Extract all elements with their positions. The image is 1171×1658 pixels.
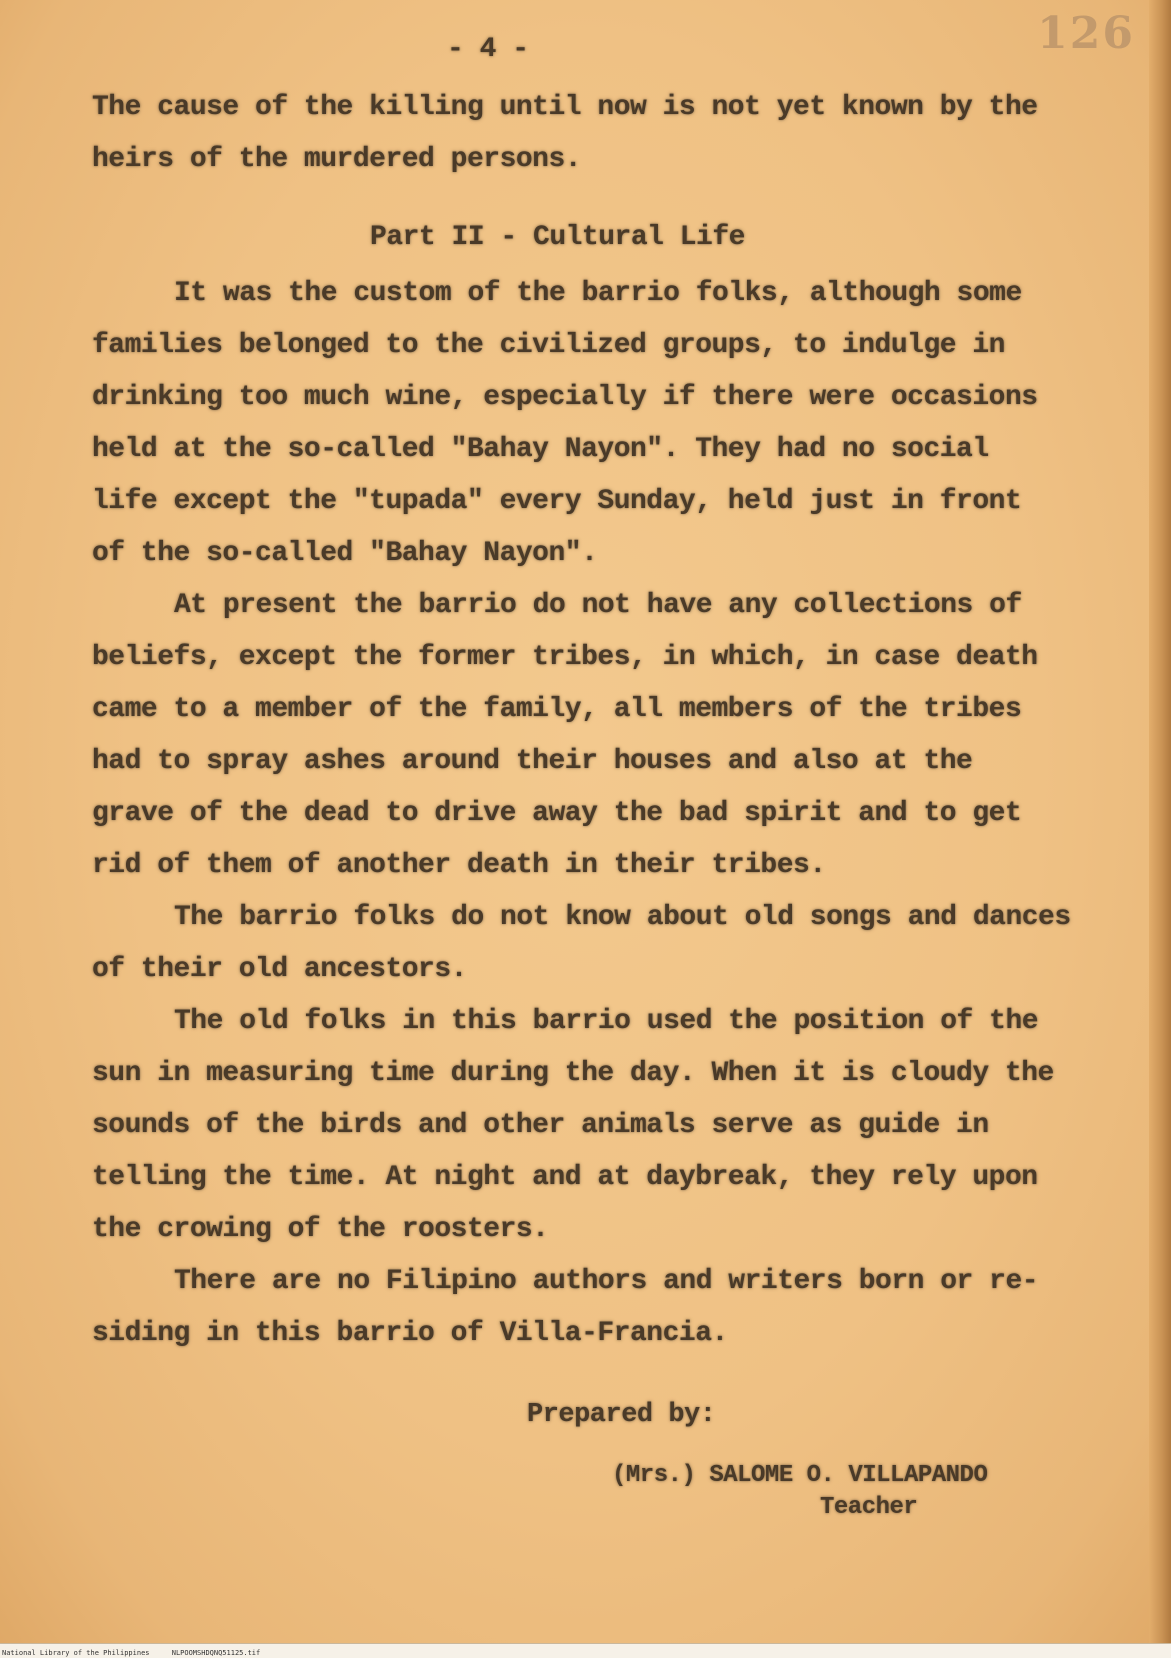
paragraph-1-line: life except the "tupada" every Sunday, held just in front [92,486,1022,517]
footer-file-id: NLPOOMSHDQNQ51125.tif [171,1649,261,1657]
footer-library: National Library of the Philippines [2,1649,150,1657]
page-number: - 4 - [447,34,529,65]
paragraph-4-line: sun in measuring time during the day. When it is cloudy the [92,1058,1054,1089]
paragraph-1-line: families belonged to the civilized groups, to indulge in [92,330,1005,361]
signatory-name: (Mrs.) SALOME O. VILLAPANDO [612,1462,988,1489]
scan-footer [2,1649,278,1657]
paragraph-4-line: The old folks in this barrio used the position of the [174,1006,1039,1037]
signatory-title: Teacher [820,1494,918,1521]
intro-line: heirs of the murdered persons. [92,144,582,175]
intro-line: The cause of the killing until now is not yet known by the [92,92,1038,123]
paragraph-1-line: held at the so-called "Bahay Nayon". They had no social [92,434,989,465]
scan-footer-band [0,1643,1171,1658]
paragraph-1-line: drinking too much wine, especially if there were occasions [92,382,1038,413]
paragraph-1-line: of the so-called "Bahay Nayon". [92,538,598,569]
paragraph-2-line: came to a member of the family, all members of the tribes [92,694,1022,725]
paragraph-2-line: rid of them of another death in their tribes. [92,850,826,881]
paragraph-2-line: grave of the dead to drive away the bad spirit and to get [92,798,1022,829]
paragraph-4-line: sounds of the birds and other animals serve as guide in [92,1110,989,1141]
paragraph-4-line: telling the time. At night and at daybreak, they rely upon [92,1162,1038,1193]
paragraph-3-line: of their old ancestors. [92,954,467,985]
page-edge-shadow [1149,0,1171,1658]
paragraph-4-line: the crowing of the roosters. [92,1214,549,1245]
page-stamp-number: 126 [1037,8,1135,59]
paragraph-5-line: There are no Filipino authors and writers born or re- [174,1266,1039,1297]
section-heading: Part II - Cultural Life [370,222,745,253]
paragraph-2-line: had to spray ashes around their houses and also at the [92,746,973,777]
paragraph-2-line: beliefs, except the former tribes, in which, in case death [92,642,1038,673]
paragraph-2-line: At present the barrio do not have any collections of [174,590,1022,621]
paragraph-5-line: siding in this barrio of Villa-Francia. [92,1318,728,1349]
paragraph-1-line: It was the custom of the barrio folks, although some [174,278,1022,309]
prepared-by-label: Prepared by: [527,1400,716,1430]
paragraph-3-line: The barrio folks do not know about old songs and dances [174,902,1071,933]
